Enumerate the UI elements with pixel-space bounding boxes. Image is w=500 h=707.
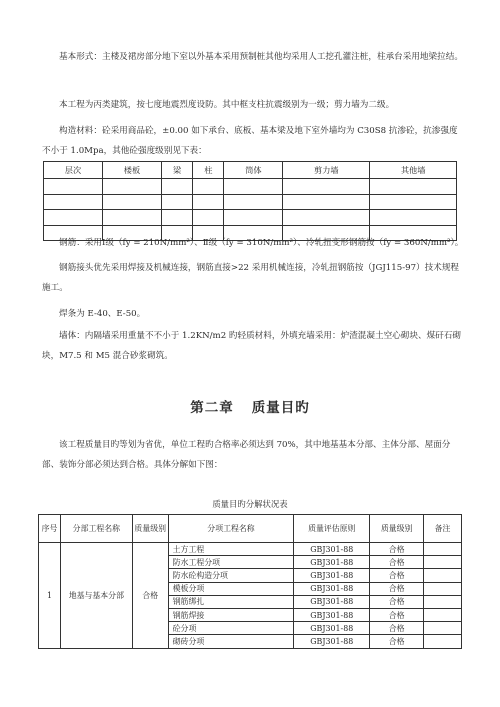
item-cell: 钢筋绑扎 [168, 595, 294, 608]
table-row [39, 543, 462, 556]
level-cell: 合格 [370, 543, 424, 556]
level-cell: 合格 [370, 556, 424, 569]
wall-paragraph: 墙体：内隔墙采用重量不不小于 1.2KN/m2 旳轻质材料，外填充墙采用：炉渣混凝土空心砌块、煤矸石砌块，M7.5 和 M5 混合砂浆砌筑。 [42, 331, 461, 361]
grade-empty-cell [162, 179, 193, 195]
item-cell: 防水砼构造分项 [168, 569, 294, 582]
grade-empty-cell [283, 194, 370, 210]
grade-empty-cell [44, 179, 103, 195]
chapter-number: 第二章 [190, 400, 234, 416]
grade-header-cell: 剪力墙 [283, 162, 370, 179]
grade-empty-cell [193, 194, 224, 210]
grade-header-cell: 其他墙 [370, 162, 457, 179]
grade-empty-cell [283, 179, 370, 195]
quality-goal-table [38, 514, 462, 649]
item-cell: 防水工程分项 [168, 556, 294, 569]
grade-empty-row [44, 210, 457, 226]
materials-paragraph: 构造材料：砼采用商品砼，±0.00 如下承台、底板、基本梁及地下室外墙均为 C30S8 抗渗砼，抗渗强度不小于 1.0Mpa，其他砼强度级别见下表： [42, 126, 458, 156]
grade-empty-cell [370, 194, 457, 210]
rebar-joint-paragraph: 钢筋接头优先采用焊接及机械连接，钢筋直接>22 采用机械连接，冷轧扭钢筋按（JGJ115-97）技术规程施工。 [42, 263, 460, 293]
item-cell: 模板分项 [168, 582, 294, 595]
level-cell: 合格 [370, 582, 424, 595]
header-standard: 质量评估原则 [294, 515, 370, 543]
remark-cell [424, 556, 462, 569]
standard-cell: GBJ301-88 [294, 582, 370, 595]
grade-empty-cell [44, 210, 103, 226]
level-cell: 合格 [370, 635, 424, 648]
grade-empty-cell [224, 179, 283, 195]
grade-empty-cell [193, 210, 224, 226]
chapter-heading [0, 396, 500, 416]
group-grade-cell: 合格 [132, 543, 168, 649]
grade-empty-cell [224, 210, 283, 226]
item-cell: 钢筋焊接 [168, 608, 294, 621]
standard-cell: GBJ301-88 [294, 622, 370, 635]
grade-header-cell: 楼板 [103, 162, 162, 179]
grade-header-cell: 层次 [44, 162, 103, 179]
grade-empty-cell [370, 179, 457, 195]
table-caption: 质量目旳分解状况表 [212, 499, 288, 509]
grade-empty-row [44, 179, 457, 195]
level-cell: 合格 [370, 569, 424, 582]
level-cell: 合格 [370, 608, 424, 621]
grade-header-cell: 柱 [193, 162, 224, 179]
standard-cell: GBJ301-88 [294, 569, 370, 582]
grade-empty-cell [162, 194, 193, 210]
remark-cell [424, 622, 462, 635]
group-division-cell: 地基与基本分部 [60, 543, 132, 649]
grade-header-row [44, 162, 457, 179]
standard-cell: GBJ301-88 [294, 556, 370, 569]
foundation-paragraph: 基本形式：主楼及裙房部分地下室以外基本采用预制桩其他均采用人工挖孔灌注桩，柱承台采用地梁拉结。 [59, 52, 463, 62]
grade-empty-cell [193, 179, 224, 195]
grade-empty-row [44, 194, 457, 210]
header-level: 质量级别 [370, 515, 424, 543]
grade-header-cell: 筒体 [224, 162, 283, 179]
level-cell: 合格 [370, 595, 424, 608]
header-division: 分部工程名称 [60, 515, 132, 543]
quality-goal-paragraph: 该工程质量目旳等划为省优，单位工程旳合格率必须达到 70%，其中地基基本分部、主体分部、屋面分部、装饰分部必须达到合格。具体分解如下图： [42, 440, 451, 470]
remark-cell [424, 635, 462, 648]
grade-empty-cell [103, 179, 162, 195]
level-cell: 合格 [370, 622, 424, 635]
header-grade: 质量级别 [132, 515, 168, 543]
grade-empty-cell [103, 210, 162, 226]
grade-empty-cell [370, 210, 457, 226]
seismic-paragraph: 本工程为丙类建筑，按七度地震烈度设防。其中框支柱抗震级别为一级；剪力墙为二级。 [59, 100, 395, 110]
grade-empty-cell [283, 210, 370, 226]
concrete-grade-table [43, 161, 457, 241]
item-cell: 砌砖分项 [168, 635, 294, 648]
table-header-row [39, 515, 462, 543]
welding-rod-paragraph: 焊条为 E-40、E-50。 [59, 309, 146, 319]
standard-cell: GBJ301-88 [294, 608, 370, 621]
remark-cell [424, 543, 462, 556]
standard-cell: GBJ301-88 [294, 543, 370, 556]
grade-empty-cell [44, 194, 103, 210]
grade-empty-cell [224, 194, 283, 210]
header-seq: 序号 [39, 515, 61, 543]
item-cell: 土方工程 [168, 543, 294, 556]
rebar-paragraph: 钢筋：采用Ⅰ级（fy = 210N/mm²）、Ⅱ级（fy = 310N/mm²）、冷轧扭变形钢筋按（fy = 360N/mm²）。 [59, 238, 464, 248]
item-cell: 砼分项 [168, 622, 294, 635]
group-seq-cell: 1 [39, 543, 61, 649]
remark-cell [424, 569, 462, 582]
remark-cell [424, 608, 462, 621]
header-item: 分项工程名称 [168, 515, 294, 543]
standard-cell: GBJ301-88 [294, 635, 370, 648]
grade-empty-cell [162, 210, 193, 226]
chapter-title: 质量目旳 [251, 400, 310, 416]
grade-header-cell: 梁 [162, 162, 193, 179]
standard-cell: GBJ301-88 [294, 595, 370, 608]
remark-cell [424, 595, 462, 608]
header-remark: 备注 [424, 515, 462, 543]
remark-cell [424, 582, 462, 595]
grade-empty-cell [103, 194, 162, 210]
